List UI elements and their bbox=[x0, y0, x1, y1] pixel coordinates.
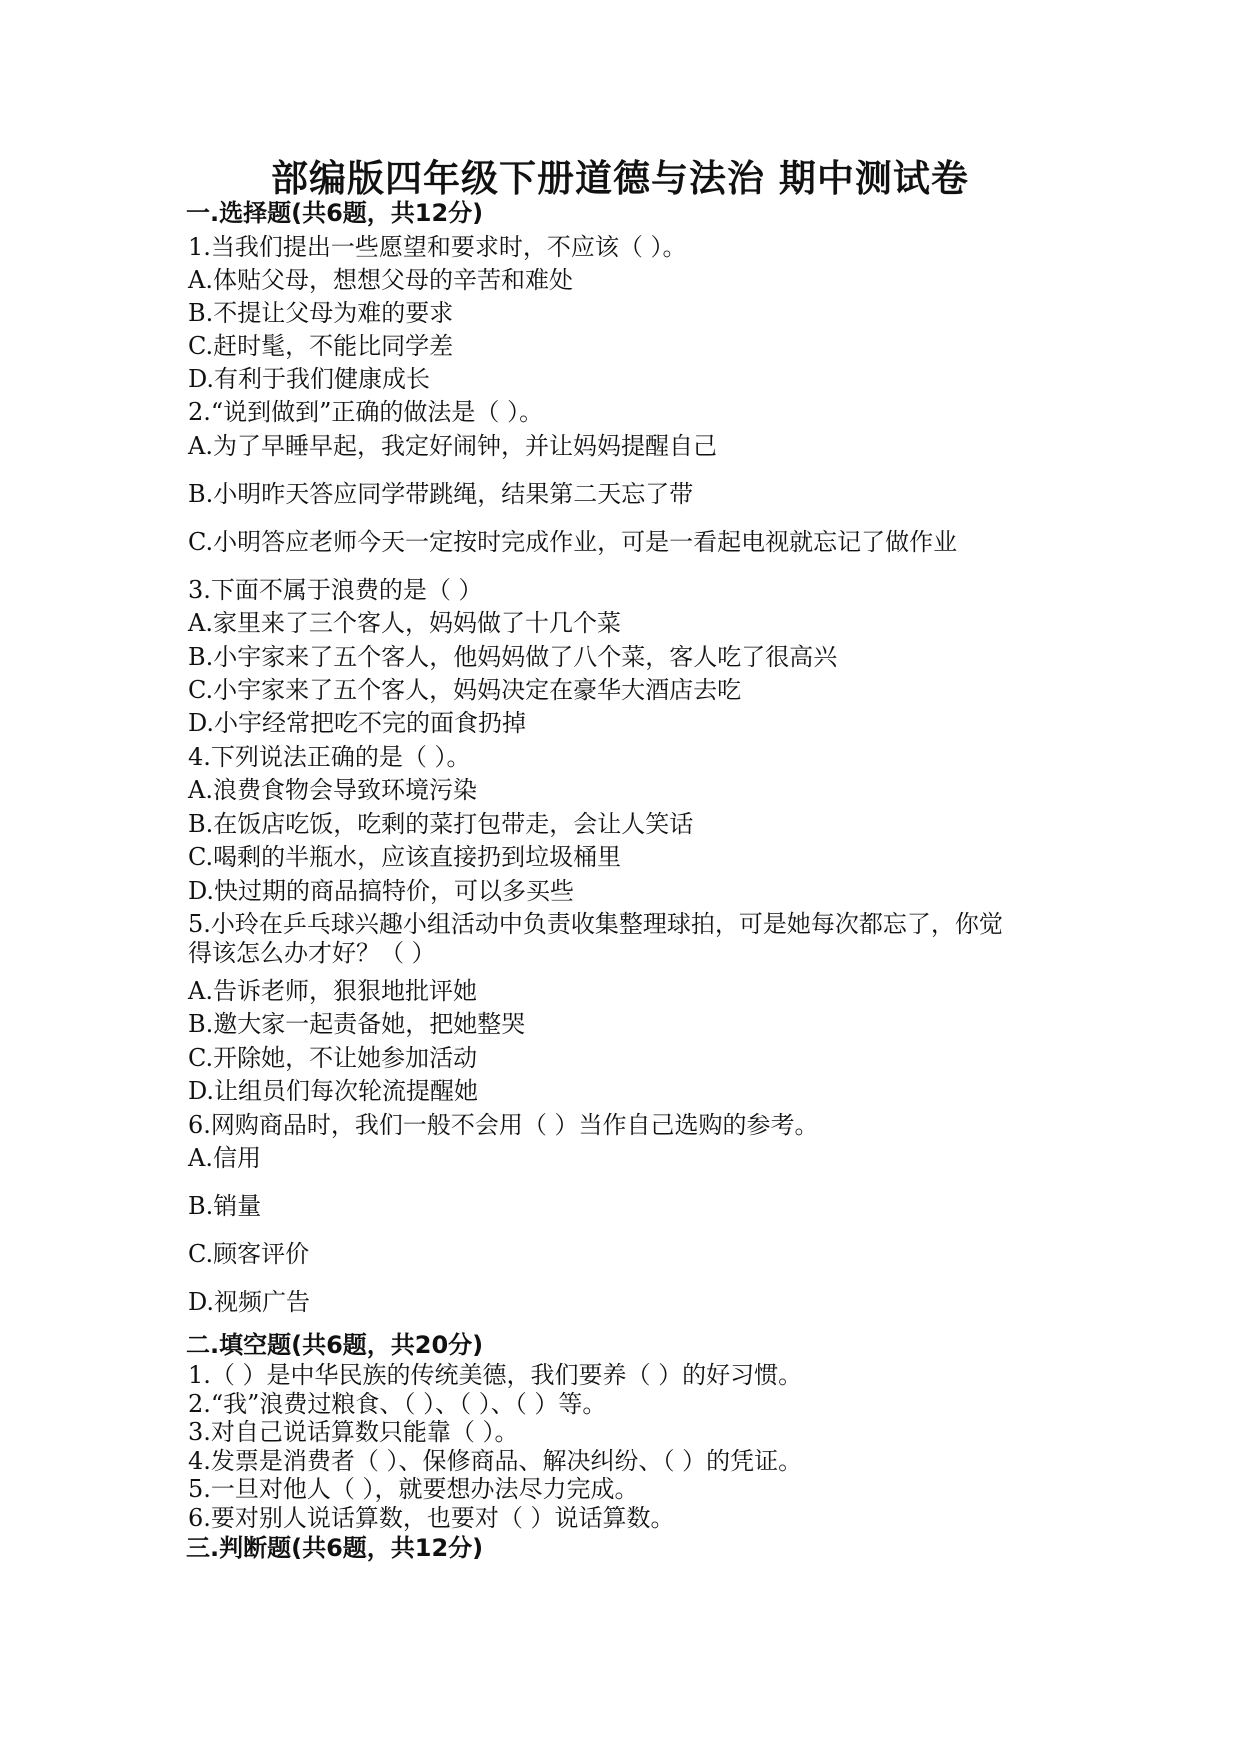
question-line: 1.当我们提出一些愿望和要求时，不应该（ ）。 bbox=[188, 233, 687, 261]
option-line: C.喝剩的半瓶水，应该直接扔到垃圾桶里 bbox=[188, 843, 622, 871]
option-line: D.有利于我们健康成长 bbox=[188, 365, 431, 393]
option-line: A.体贴父母，想想父母的辛苦和难处 bbox=[188, 266, 573, 294]
option-line: C.小宇家来了五个客人，妈妈决定在豪华大酒店去吃 bbox=[188, 676, 742, 704]
option-line: C.小明答应老师今天一定按时完成作业，可是一看起电视就忘记了做作业 bbox=[188, 528, 958, 556]
option-line: C.顾客评价 bbox=[188, 1240, 310, 1268]
section-1-heading: 一.选择题(共6题，共12分) bbox=[186, 199, 484, 227]
option-line: D.让组员们每次轮流提醒她 bbox=[188, 1077, 479, 1105]
section-3-heading: 三.判断题(共6题，共12分) bbox=[186, 1534, 484, 1562]
option-line: A.浪费食物会导致环境污染 bbox=[188, 776, 477, 804]
fill-blank-line: 1.（ ）是中华民族的传统美德，我们要养（ ）的好习惯。 bbox=[188, 1361, 803, 1389]
option-line: D.小宇经常把吃不完的面食扔掉 bbox=[188, 709, 527, 737]
question-line: 3.下面不属于浪费的是（ ） bbox=[188, 576, 483, 604]
question-line: 得该怎么办才好？（ ） bbox=[188, 939, 436, 967]
section-2-heading: 二.填空题(共6题，共20分) bbox=[186, 1331, 484, 1359]
fill-blank-line: 6.要对别人说话算数，也要对（ ）说话算数。 bbox=[188, 1504, 675, 1532]
question-line: 6.网购商品时，我们一般不会用（ ）当作自己选购的参考。 bbox=[188, 1111, 819, 1139]
option-line: B.邀大家一起责备她，把她整哭 bbox=[188, 1010, 526, 1038]
question-line: 5.小玲在乒乓球兴趣小组活动中负责收集整理球拍，可是她每次都忘了，你觉 bbox=[188, 910, 1003, 938]
question-line: 4.下列说法正确的是（ ）。 bbox=[188, 743, 471, 771]
option-line: A.家里来了三个客人，妈妈做了十几个菜 bbox=[188, 609, 621, 637]
option-line: A.信用 bbox=[188, 1144, 261, 1172]
option-line: B.不提让父母为难的要求 bbox=[188, 299, 454, 327]
option-line: D.视频广告 bbox=[188, 1288, 311, 1316]
option-line: B.在饭店吃饭，吃剩的菜打包带走，会让人笑话 bbox=[188, 810, 694, 838]
option-line: B.销量 bbox=[188, 1192, 262, 1220]
option-line: A.告诉老师，狠狠地批评她 bbox=[188, 977, 477, 1005]
option-line: B.小明昨天答应同学带跳绳，结果第二天忘了带 bbox=[188, 480, 694, 508]
question-line: 2.“说到做到”正确的做法是（ ）。 bbox=[188, 398, 544, 426]
option-line: C.赶时髦，不能比同学差 bbox=[188, 332, 454, 360]
option-line: B.小宇家来了五个客人，他妈妈做了八个菜，客人吃了很高兴 bbox=[188, 643, 838, 671]
fill-blank-line: 3.对自己说话算数只能靠（ ）。 bbox=[188, 1418, 519, 1446]
fill-blank-line: 2.“我”浪费过粮食、（ ）、（ ）、（ ）等。 bbox=[188, 1390, 607, 1418]
option-line: C.开除她，不让她参加活动 bbox=[188, 1044, 478, 1072]
fill-blank-line: 4.发票是消费者（ ）、保修商品、解决纠纷、（ ）的凭证。 bbox=[188, 1447, 803, 1475]
page-title: 部编版四年级下册道德与法治 期中测试卷 bbox=[271, 157, 969, 200]
option-line: D.快过期的商品搞特价，可以多买些 bbox=[188, 877, 575, 905]
fill-blank-line: 5.一旦对他人（ ），就要想办法尽力完成。 bbox=[188, 1475, 639, 1503]
option-line: A.为了早睡早起，我定好闹钟，并让妈妈提醒自己 bbox=[188, 432, 717, 460]
